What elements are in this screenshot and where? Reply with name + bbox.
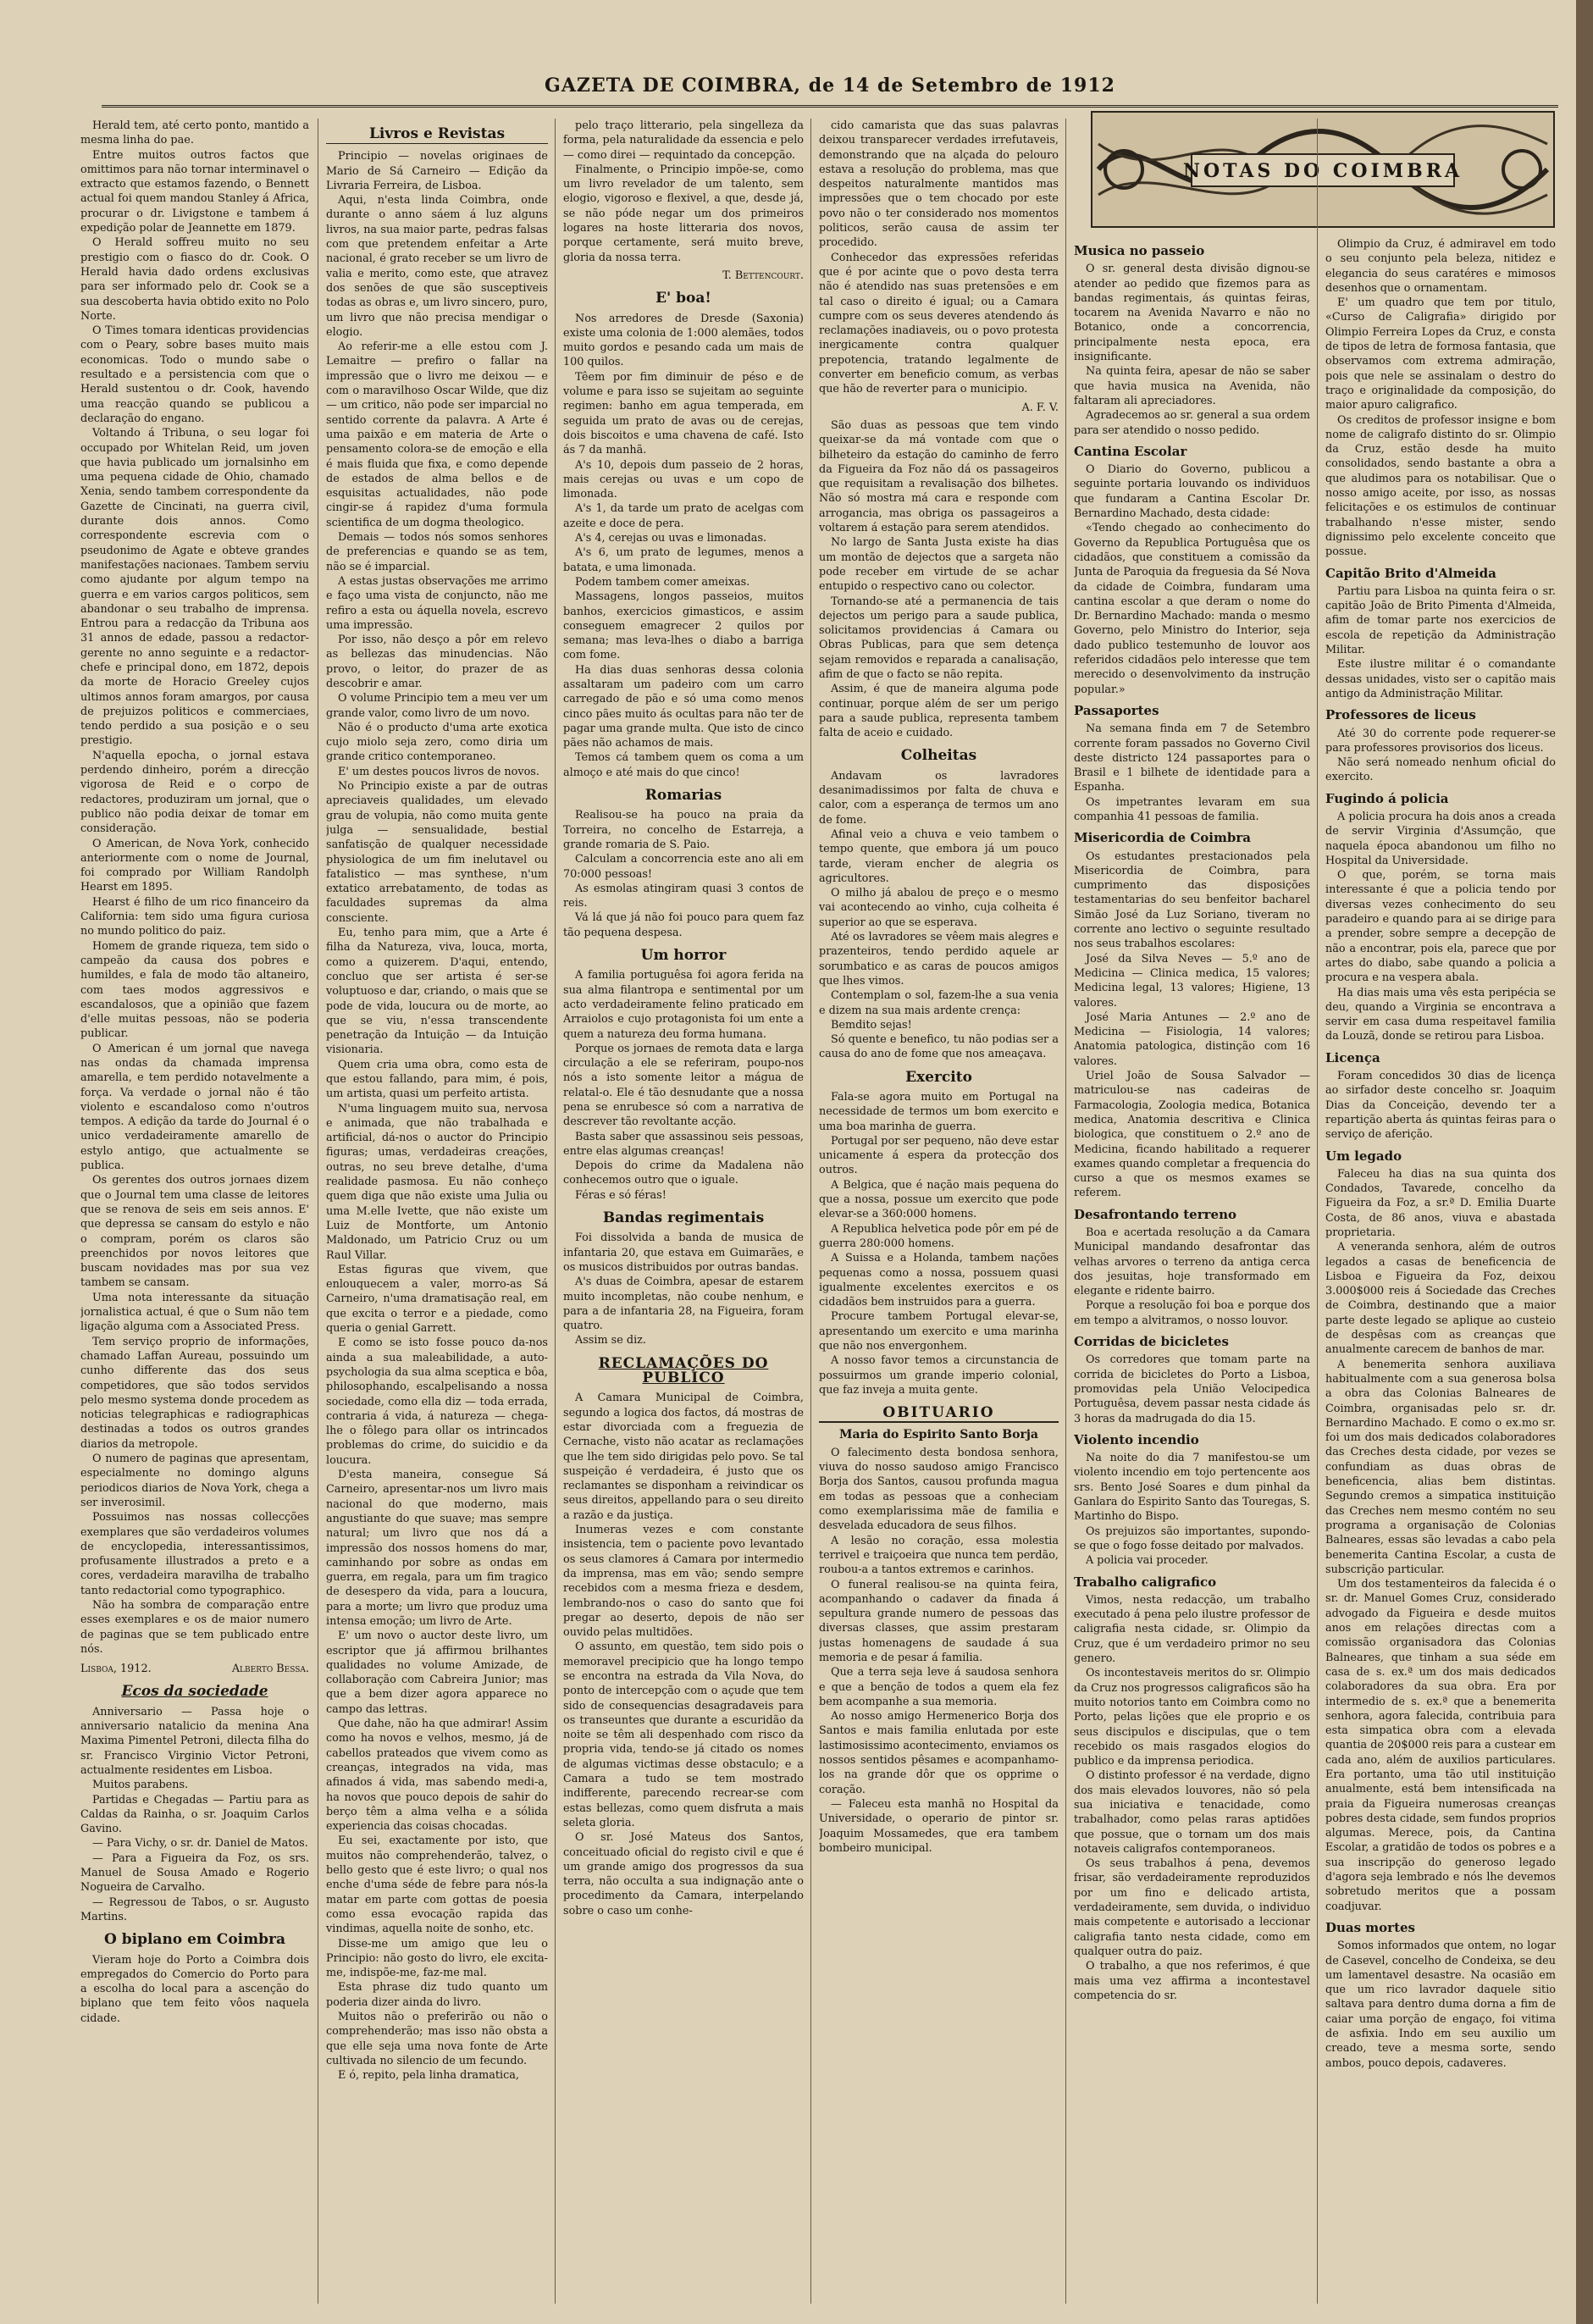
paragraph: O distinto professor é na verdade, digno dos mais elevados louvores, não só pela sua iniciativa e tenacidade, como trabalhador, como pelas raras aptidões que possue, que o tornam um dos mais notaveis caligrafos contemporaneos. [1074,1769,1310,1856]
paragraph: Foram concedidos 30 dias de licença ao sirfador deste concelho sr. Joaquim Dias da Conceição, devendo ter a repartição aberta ás quintas feiras para o serviço de aferição. [1325,1070,1556,1142]
paragraph: A lesão no coração, essa molestia terrivel e traiçoeira que nunca tem perdão, roubou-a a tantos extremos e carinhos. [819,1534,1059,1577]
heading-exercito: Exercito [905,1068,972,1086]
paragraph: Aqui, n'esta linda Coimbra, onde durante o anno sáem á luz alguns livros, na sua maior parte, pedras falsas com que pretendem enfeitar a Arte nacional, é grato receber se um livro de valia e merito, como este, que atravez dos senões de que são susceptiveis todas as obras e, um livro sincero, puro, um livro que não precisa mendigar o elogio. [326,194,548,339]
paragraph: Finalmente, o Principio impõe-se, como um livro revelador de um talento, sem elogio, vigoroso e flexivel, a que, desde já, se não póde negar um dos primeiros logares na hoste litteraria dos novos, porque certamente, será muito breve, gloria da nossa terra. [563,163,804,264]
column-4 [819,119,1059,2304]
paragraph: Disse-me um amigo que leu o Principio: não gosto do livro, ele excita-me, indispõe-me, faz-me mal. [326,1937,548,1980]
heading-um-legado: Um legado [1325,1148,1402,1164]
paragraph: Ao nosso amigo Hermenerico Borja dos Santos e mais familia enlutada por este lastimosissimo acontecimento, enviamos os nossos sentidos pêsames e acompanhamo-los na grande dôr que os opprime o coração. [819,1710,1059,1796]
paragraph: Vimos, nesta redacção, um trabalho executado á pena pelo ilustre professor de caligrafia nesta cidade, sr. Olimpio da Cruz, que é um verdadeiro primor no seu genero. [1074,1593,1310,1666]
column-6 [1325,237,1556,2304]
paragraph: O Times tomara identicas providencias com o Peary, sobre bases muito mais economicas. Todo o mundo sabe o resultado e a persistencia com que o Herald sustentou o dr. Cook, havendo uma reacção quando se publicou a declaração do engano. [80,324,309,425]
paragraph: Tem serviço proprio de informações, chamado Laffan Aureau, possuindo um cunho differente das dos seus competidores, que são todos servidos pelo mesmo systema donde procedem as noticias telegraphicas e radiographicas destinadas a todos os outros grandes diarios da metropole. [80,1335,309,1451]
heading-licenca: Licença [1325,1049,1380,1065]
heading-desafrontando-terreno: Desafrontando terreno [1074,1206,1236,1222]
paragraph: Inumeras vezes e com constante insistencia, tem o paciente povo levantado os seus clamores á Camara por intermedio da imprensa, mas em vão; sendo sempre recebidos com a mesma frieza e desdem, lembrando-nos o caso do santo que foi pregar ao deserto, depois de não ser ouvido pelas multidões. [563,1524,804,1640]
heading-duas-mortes: Duas mortes [1325,1919,1415,1935]
paragraph: Na quinta feira, apesar de não se saber que havia musica na Avenida, não faltaram ali apreciadores. [1074,365,1310,407]
paragraph: Os corredores que tomam parte na corrida de bicicletes do Porto a Lisboa, promovidas pela União Velocipedica Portuguêsa, devem passar nesta cidade ás 3 horas da madrugada do dia 15. [1074,1353,1310,1425]
paragraph: Somos informados que ontem, no logar de Casevel, concelho de Condeixa, se deu um lamentavel desastre. Na ocasião em que um rico lavrador daquele sitio saltava para dentro duma dorna a fim de caiar uma porção de engaço, foi vitima de asfixia. Indo em seu auxilio um creado, teve a mesma sorte, sendo ambos, pouco depois, cadaveres. [1325,1939,1556,2070]
paragraph: Os incontestaveis meritos do sr. Olimpio da Cruz nos progressos caligraficos são ha muito notorios tanto em Coimbra como no Porto, pelas lições que ele proprio e os seus discipulos e discipulas, que o tem recebido os mais rasgados elogios do publico e da imprensa periodica. [1074,1667,1310,1768]
heading-colheitas: Colheitas [900,747,977,765]
masthead [102,71,1558,108]
paragraph: Estas figuras que vivem, que enlouquecem a valer, morro-as Sá Carneiro, n'uma dramatisação real, em que excita o terror e a piedade, como queria o genial Garrett. [326,1263,548,1336]
paragraph: Demais — todos nós somos senhores de preferencias e quando se as tem, não se é imparcial. [326,531,548,573]
paragraph: N'uma linguagem muito sua, nervosa e animada, que não trabalhada e artificial, dá-nos o auctor do Principio figuras; umas, verdadeiras creações, outras, no seu breve detalhe, d'uma realidade pasmosa. Eu não conheço quem diga que não existe uma Julia ou uma M.elle Ivette, que não existe um Luiz de Montforte, um Antonio Maldonado, um Patricio Cruz ou um Raul Villar. [326,1102,548,1262]
ornament-label: NOTAS DO COIMBRA [1182,160,1463,182]
paragraph: Um dos testamenteiros da falecida é o sr. dr. Manuel Gomes Cruz, considerado advogado da Figueira e desde muitos anos em relações directas com a comissão organisadora das Colonias Balneares, que tinham a sua séde em casa de s. ex.ª um dos mais dedicados colaboradores da sua obra. Era por intermedio de s. ex.ª que a benemerita senhora, agora falecida, contribuia para esta simpatica obra com a elevada quantia de 20$000 reis para a custear em cada ano, além de auxilios particulares. Era portanto, uma tão util instituição anualmente, está bem intensificada na praia da Figueira numerosas creanças pobres desta cidade, sem fundos proprios algumas. Merece, pois, da Cantina Escolar, a gratidão de todos os pobres e a sua inscripção do generoso legado d'agora seja lembrado e nós lhe devemos sobretudo meritos que a possam coadjuvar. [1325,1578,1556,1913]
paragraph: Quem cria uma obra, como esta de que estou fallando, para mim, é pois, um artista, quasi um perfeito artista. [326,1058,548,1101]
paragraph: O milho já abalou de preço e o mesmo vai acontecendo ao vinho, cuja colheita é superior ao que se esperava. [819,887,1059,929]
paragraph: «Tendo chegado ao conhecimento do Governo da Republica Portuguêsa que os cidadãos, que constituem a comissão da Junta de Paroquia da freguesia da Sé Nova da cidade de Coimbra, fundaram uma cantina escolar a que deram o nome do Dr. Bernardino Machado: manda o mesmo Governo, pelo Ministro do Interior, seja dado publico testemunho de louvor aos referidos cidadãos pelo interesse que tem merecido o desenvolvimento da instrução popular.» [1074,522,1310,696]
paragraph: A's 4, cerejas ou uvas e limonadas. [575,532,767,545]
paragraph: Afinal veio a chuva e veio tambem o tempo quente, que embora já um pouco tarde, vieram encher de alegria os agricultores. [819,827,1059,885]
paragraph: D'esta maneira, consegue Sá Carneiro, apresentar-nos um livro mais nacional do que moderno, mais angustiante do que suave; mas sempre natural; um livro que nos dá a impressão dos nossos homens do mar, caminhando por sobre as ondas em guerra, em regala, para um fim tragico de desespero da vida, para a loucura, para a morte; um livro que produz uma intensa emoção; um livro de Arte. [326,1469,548,1628]
paragraph: Calculam a concorrencia este ano ali em 70:000 pessoas! [563,853,804,881]
paragraph: E' um destes poucos livros de novos. [338,765,539,778]
paragraph: São duas as pessoas que tem vindo queixar-se da má vontade com que o bilheteiro da estação do caminho de ferro da Figueira da Foz não dá os passageiros que requisitam a revalisação dos bilhetes. Não só mostra má cara e responde com arrogancia, mas obriga os passageiros a voltarem á estação para serem atendidos. [819,418,1059,535]
paragraph: A policia vai proceder. [1086,1554,1209,1568]
heading-violento-incendio: Violento incendio [1074,1431,1199,1447]
paragraph: O sr. general desta divisão dignou-se atender ao pedido que fizemos para as bandas regimentais, ás quintas feiras, tocarem na Avenida Navarro e não no Botanico, onde a concorrencia, principalmente nesta epoca, era insignificante. [1074,263,1310,364]
paragraph: No Principio existe a par de outras apreciaveis qualidades, um elevado grau de volupia, não como muita gente julga — sensualidade, bestial sanfatisção de qualquer necessidade physiologica de um fim inelutavel ou fatalistico — mas synthese, n'um extatico arrebatamento, de todas as faculdades supremas da alma consciente. [326,780,548,925]
paragraph: O falecimento desta bondosa senhora, viuva do nosso saudoso amigo Francisco Borja dos Santos, causou profunda magua em todas as pessoas que a conheciam como exemplarissima mãe de familia e desvelada educadora de seus filhos. [819,1446,1059,1533]
column-rule [1065,119,1066,2304]
paragraph: Boa e acertada resolução a da Camara Municipal mandando desafrontar das velhas arvores o terreno da antiga cerca dos jesuitas, hoje transformado em elegante e ridente bairro. [1074,1226,1310,1298]
paragraph: O trabalho, a que nos referimos, é que mais uma vez affirma a incontestavel competencia do sr. [1074,1960,1310,2002]
column-3 [563,119,804,2304]
paragraph: Massagens, longos passeios, muitos banhos, exercicios gimasticos, e assim conseguem emagrecer 2 quilos por semana; mas leva-lhes o diabo a barriga com fome. [563,590,804,662]
paragraph: Não ha sombra de comparação entre esses exemplares e os de maior numero de paginas que se tem publicado entre nós. [80,1598,309,1656]
paragraph: A nosso favor temos a circunstancia de possuirmos um grande imperio colonial, que faz inveja a muita gente. [819,1354,1059,1397]
paragraph: Ao referir-me a elle estou com J. Lemaitre — prefiro o fallar na impressão que o livro me deixou — e com o maravilhoso Oscar Wilde, que diz — um critico, não pode ser imparcial no sentido corrente da palavra. A Arte é uma paixão e em materia de Arte o pensamento colora-se de emoção e ella é mais fluida que fixa, e como depende de estados de alma bellos e de esquisitas actualidades, não pode cingir-se á rapidez d'uma formula scientifica de um dogma theologico. [326,340,548,529]
paragraph: Fala-se agora muito em Portugal na necessidade de termos um bom exercito e uma boa marinha de guerra. [819,1091,1059,1133]
paragraph: Possuimos nas nossas collecções exemplares que são verdadeiros volumes de encyclopedia, interessantissimos, profusamente illustrados a preto e a cores, verdadeira maravilha de trabalho tanto redactorial como typographico. [80,1511,309,1597]
heading-professores-liceus: Professores de liceus [1325,707,1476,723]
paragraph: Este ilustre militar é o comandante dessas unidades, visto ser o capitão mais antigo da Administração Militar. [1325,658,1556,700]
paragraph: Féras e só féras! [575,1188,667,1202]
paragraph: A's 1, da tarde um prato de acelgas com azeite e doce de pera. [563,502,804,530]
paragraph: Porque os jornaes de remota data e larga circulação a ele se referiram, poupo-nos nós a isto somente leitor a mágua de relatal-o. Ele é tão desnudante que a nossa pena se enrubesce só com a narrativa de descrever tão revoltante acção. [563,1042,804,1129]
column-2 [326,119,548,2304]
paragraph: Hearst é filho de um rico financeiro da California: tem sido uma figura curiosa no mundo politico do paiz. [80,895,309,938]
paragraph: A's 6, um prato de legumes, menos a batata, e uma limonada. [563,546,804,574]
paragraph: A's 10, depois dum passeio de 2 horas, mais cerejas ou uvas e um copo de limonada. [563,458,804,501]
paragraph: — Para Vichy, o sr. dr. Daniel de Matos. [92,1837,308,1851]
paragraph: A's duas de Coimbra, apesar de estarem muito incompletas, não coube nenhum, e para a de infantaria 28, na Figueira, foram quatro. [563,1275,804,1333]
paragraph: E' um quadro que tem por titulo, «Curso de Caligrafia» dirigido por Olimpio Ferreira Lopes da Cruz, e consta de tipos de letra de formosa fantasia, que observamos com extrema admiração, pois que nele se assinalam o destro do traço e originalidade da composição, do maior apuro caligrafico. [1325,296,1556,412]
paragraph: Os creditos de professor insigne e bom nome de caligrafo distinto do sr. Olimpio da Cruz, estão desde ha muito consolidados, sendo bastante a obra a que aludimos para os notabilisar. Que o nosso amigo aceite, por isso, as nossas felicitações e os estimulos de continuar trabalhando n'esse mister, sendo dignissimo pelo excelente conceito que possue. [1325,413,1556,559]
paragraph: Tornando-se até a permanencia de tais dejectos um perigo para a saude publica, solicitamos providencias á Camara ou Obras Publicas, para que sem detença sejam removidos e reparada a canalisação, afim de que o facto se não repita. [819,595,1059,681]
paragraph: A veneranda senhora, além de outros legados a casas de beneficencia de Lisboa e Figueira da Foz, deixou 3.000$000 reis á Sociedade das Creches de Coimbra, destinando que a maior parte deste legado se aplique ao custeio de despêsas com as creanças que anualmente carecem de banhos de mar. [1325,1241,1556,1357]
paragraph: Na noite do dia 7 manifestou-se um violento incendio em tojo pertencente aos srs. Bento José Soares e dum pinhal da Ganlara do Espirito Santo das Touregas, S. Martinho do Bispo. [1074,1452,1310,1524]
paragraph: Voltando á Tribuna, o seu logar foi occupado por Whitelan Reid, um joven que havia publicado um jornalsinho em uma pequena cidade de Ohio, chamado Xenia, sendo tambem correspondente da Gazette de Cincinati, na guerra civil, durante dois annos. Como correspondente escrevia com o pseudonimo de Agate e obteve grandes manifestações nacionaes. Tambem serviu como ajudante por algum tempo na guerra e em varios cargos politicos, sem abandonar o seu trabalho de imprensa. Entrou para a redacção da Tribuna aos 31 annos de edade, passou a redactor-gerente no anno seguinte e a redactor-chefe e principal dono, em 1872, depois da morte de Horacio Greeley cujos ultimos annos foram amargos, por causa de prejuizos politicos e commerciaes, tendo perdido a sua posição e o seu prestigio. [80,427,309,748]
paragraph: Realisou-se ha pouco na praia da Torreira, no concelho de Estarreja, a grande romaria de S. Paio. [563,809,804,851]
paragraph: No largo de Santa Justa existe ha dias um montão de dejectos que a sargeta não pode receber em virtude de se achar entupido o respectivo cano ou colector. [819,536,1059,594]
paragraph: Uma nota interessante da situação jornalistica actual, é que o Sum não tem ligação alguma com a Associated Press. [80,1291,309,1334]
paragraph: O American, de Nova York, conhecido anteriormente com o nome de Journal, foi comprado por William Randolph Hearst em 1895. [80,837,309,894]
paragraph: Ha dias duas senhoras dessa colonia assaltaram um padeiro com um carro carregado de pão e só uma como menos cinco pães muito ás ocultas para não ter de pagar uma grande multa. Que isto de cinco pães não achamos de mais. [563,663,804,750]
paragraph: E' um novo o auctor deste livro, um escriptor que já affirmou brilhantes qualidades no volume Amizade, de collaboração com Cabreira Junior; mas que a bem dizer agora apparece no campo das lettras. [326,1630,548,1716]
paragraph: Anniversario — Passa hoje o anniversario natalicio da menina Ana Maxima Pimentel Petroni, dilecta filha do sr. Francisco Virginio Victor Petroni, actualmente residentes em Lisboa. [80,1705,309,1777]
paragraph: Faleceu ha dias na sua quinta dos Condados, Tavarede, concelho da Figueira da Foz, a sr.ª D. Emilia Duarte Costa, de 86 anos, viuva e abastada proprietaria. [1325,1167,1556,1239]
paragraph: Entre muitos outros factos que omittimos para não tornar interminavel o extracto que estamos fazendo, o Bennett actual foi quem mandou Stanley á Africa, procurar o dr. Livigstone e tambem á expedição polar de Jeannette em 1879. [80,148,309,235]
paragraph: Por isso, não desço a pôr em relevo as bellezas das minudencias. Não provo, o leitor, do prazer de as descobrir e amar. [326,634,548,690]
heading-corridas-bicicletes: Corridas de bicicletes [1074,1334,1229,1350]
paragraph: Ha dias mais uma vês esta peripécia se deu, quando a Virginia se encontrava a servir em casa duma respeitavel familia da Louzã, donde se retirou para Lisboa. [1325,986,1556,1043]
paragraph: Herald tem, até certo ponto, mantido a mesma linha do pae. [80,119,309,147]
paragraph: cido camarista que das suas palavras deixou transparecer verdades irrefutaveis, demonstrando que na alçada do pelouro estava a resolução do problema, mas que despeitos naturalmente mantidos mas impressões que o tem chocado por este povo não o ter considerado nos momentos politicos, serão causa de assim ter procedido. [819,119,1059,250]
signature-date: Lisboa, 1912. [80,1663,152,1676]
paragraph: José da Silva Neves — 5.º ano de Medicina — Clinica medica, 15 valores; Medicina legal, 13 valores; Higiene, 13 valores. [1074,952,1310,1010]
paragraph: O funeral realisou-se na quinta feira, acompanhando o cadaver da finada á sepultura grande numero de pessoas das diversas classes, que assim prestaram justas homenagens de saudade á sua memoria e de pesar á familia. [819,1578,1059,1664]
paragraph: Só quente e benefico, tu não podias ser a causa do ano de fome que nos ameaçava. [819,1033,1059,1061]
paragraph: Na semana finda em 7 de Setembro corrente foram passados no Governo Civil deste districto 124 passaportes para o Brasil e 1 bilhete de identidade para a Espanha. [1074,722,1310,794]
paragraph: A Belgica, que é nação mais pequena do que a nossa, possue um exercito que pode elevar-se a 360:000 homens. [819,1178,1059,1221]
paragraph: — Faleceu esta manhã no Hospital da Universidade, o operario de pintor sr. Joaquim Mossamedes, que era tambem bombeiro municipal. [819,1797,1059,1855]
paragraph: Basta saber que assassinou seis pessoas, entre elas algumas creanças! [563,1130,804,1158]
paragraph: Têem por fim diminuir de péso e de volume e para isso se sujeitam ao seguinte regimen: banho em agua temperada, em seguida um prato de avas ou de cerejas, dois biscoitos e uma chavena de café. Isto ás 7 da manhã. [563,370,804,457]
column-1 [80,119,309,2304]
paragraph: O numero de paginas que apresentam, especialmente no domingo alguns periodicos diarios de Nova York, chega a ser inverosimil. [80,1452,309,1509]
paragraph: Que a terra seja leve á saudosa senhora e que a benção de todos a quem ela fez bem acompanhe a sua memoria. [819,1666,1059,1708]
paragraph: A estas justas observações me arrimo e faço uma vista de conjuncto, não me refiro a esta ou áquella novela, escrevo uma impressão. [326,574,548,632]
section-title-ecos: Ecos da sociedade [121,1683,268,1701]
paragraph: Podem tambem comer ameixas. [575,575,750,589]
paragraph: Os estudantes prestacionados pela Misericordia de Coimbra, para cumprimento das disposições testamentarias do seu benfeitor bacharel Simão José da Luz Soriano, tiveram no corrente ano lectivo o seguinte resultado nos seus trabalhos escolares: [1074,849,1310,951]
heading-fugindo-policia: Fugindo á policia [1325,790,1449,806]
heading-capitao-brito: Capitão Brito d'Almeida [1325,565,1496,581]
paragraph: E como se isto fosse pouco da-nos ainda a sua maleabilidade, a auto-psychologia da sua alma sceptica e bôa, philosophando, escalpelisando a nossa sociedade, como ella diz — toda errada, contraria á vida, á natureza — chega-lhe o fôlego para ollar os intrincados problemas do crime, do suicidio e da loucura. [326,1336,548,1467]
paragraph: Foi dissolvida a banda de musica de infantaria 20, que estava em Guimarães, e os musicos distribuidos por outras bandas. [563,1231,804,1274]
paragraph: A Camara Municipal de Coimbra, segundo a logica dos factos, dá mostras de estar divorciada com a freguezia de Cernache, visto não acatar as reclamações que lhe tem sido dirigidas pelo povo. Se tal suspeição é verdadeira, é justo que os reclamantes se disponham a reivindicar os seus direitos, appellando para o seu direito a razão e da justiça. [563,1392,804,1522]
paragraph: Principio — novelas originaes de Mario de Sá Carneiro — Edição da Livraria Ferreira, de Lisboa. [326,150,548,192]
paragraph: Até os lavradores se vêem mais alegres e prazenteiros, tendo perdido aquele ar sorumbatico e as caras de poucos amigos que lhes vimos. [819,931,1059,988]
paragraph: O que, porém, se torna mais interessante é que a policia tendo por diversas vezes conhecimento do seu paradeiro e quando para ai se dirige para a prender, sobre sempre a decepção de não a encontrar, pois ela, parece que por artes do diabo, sabe quando a policia a procura e na vespera abala. [1325,869,1556,985]
masthead-title: GAZETA DE COIMBRA, de 14 de Setembro de 1912 [545,75,1115,97]
paragraph: Os seus trabalhos á pena, devemos frisar, são verdadeiramente reproduzidos por um fino e delicado artista, verdadeiramente, sem duvida, o individuo mais competente e autorisado a leccionar caligrafia tanto nesta cidade, como em qualquer outra do paiz. [1074,1857,1310,1958]
paragraph: Uriel João de Sousa Salvador — matriculou-se nas cadeiras de Farmacologia, Zoologia medica, Botanica medica, Anatomia descritiva e Clinica biologica, que constituem o 2.º ano de Medicina, ficando habilitado a requerer exames quando completar a frequencia do curso a que os mesmos exames se referem. [1074,1070,1310,1200]
heading-misericordia: Misericordia de Coimbra [1074,830,1251,846]
paragraph: Os prejuizos são importantes, supondo-se que o fogo fosse deitado por malvados. [1074,1524,1310,1552]
heading-um-horror: Um horror [640,947,727,965]
heading-biplano: O biplano em Coimbra [104,1931,285,1949]
paragraph: Que dahe, não ha que admirar! Assim como ha novos e velhos, mesmo, já de cabellos prateados que vivem como as creanças, integrados na vida, mas afinados á vida, mas sabendo medi-a, ha novos que pouco depois de sahir do berço têm a alma velha e a sólida experiencia das coisas chocadas. [326,1718,548,1834]
paragraph: — Para a Figueira da Foz, os srs. Manuel de Sousa Amado e Rogerio Nogueira de Carvalho. [80,1851,309,1895]
paragraph: Contemplam o sol, fazem-lhe a sua venia e dizem na sua mais ardente crença: [819,989,1059,1017]
paragraph: Porque a resolução foi boa e porque dos em tempo a alvitramos, o nosso louvor. [1074,1299,1310,1327]
paragraph: Eu, tenho para mim, que a Arte é filha da Natureza, viva, louca, morta, como a quizerem. D'aqui, entendo, concluo que ser artista é ser-se voluptuoso e dar, criando, o mais que se pode de vida, loucura ou de morte, ao que se viu, n'essa transcendente penetração da Intuição — da Intuição visionaria. [326,927,548,1057]
paragraph: Temos cá tambem quem os coma a um almoço e até mais do que cinco! [563,751,804,779]
paragraph: O American é um jornal que navega nas ondas da chamada imprensa amarella, e tem perdido notavelmente a força. Va verdade o jornal não é tão violento e escandaloso como n'outros tempos. A edição da tarde do Journal é o unico verdadeiramente amarello de estylo antigo, que actualmente se publica. [80,1042,309,1173]
signature-line [80,1662,309,1676]
paragraph: O sr. José Mateus dos Santos, conceituado oficial do registo civil e que é um grande amigo dos progressos da sua terra, não occulta a sua indignação ante o procedimento da Camara, interpelando sobre o caso um conhe- [563,1831,804,1917]
signature: A. F. V. [1021,401,1059,414]
column-rule [1317,119,1318,2304]
ornamental-header-banner [1090,110,1556,229]
column-5 [1074,237,1310,2304]
paragraph: Olimpio da Cruz, é admiravel em todo o seu conjunto pela beleza, nitidez e elegancia do seus caratéres e mimosos desenhos que o ornamentam. [1325,238,1556,295]
paragraph: O volume Principio tem a meu ver um grande valor, como livro de um novo. [326,692,548,720]
section-title-obituario: OBITUARIO [819,1406,1059,1422]
paragraph: Agradecemos ao sr. general a sua ordem para ser atendido o nosso pedido. [1074,409,1310,437]
paragraph: Vieram hoje do Porto a Coimbra dois empregados do Comercio do Porto para a escolha do local para a ascenção do biplano que tem feito vôos naquela cidade. [80,1953,309,2025]
paragraph: Muitos não o preferirão ou não o comprehenderão; mas isso não obsta a que elle seja uma nova fonte de Arte cultivada no silencio de um fecundo. [326,2011,548,2067]
paragraph: Nos arredores de Dresde (Saxonia) existe uma colonia de 1:000 alemães, todos muito gordos e pesando cada um mais de 100 quilos. [563,312,804,369]
paragraph: Vá lá que já não foi pouco para quem faz tão pequena despesa. [563,911,804,939]
paragraph: Bemdito sejas! [831,1018,912,1032]
heading-bandas-regimentais: Bandas regimentais [602,1209,765,1227]
paragraph: Assim se diz. [575,1334,646,1347]
section-title-livros: Livros e Revistas [326,127,548,144]
paragraph: Depois do crime da Madalena não conhecemos outro que o iguale. [563,1159,804,1187]
heading-e-boa: E' boa! [655,290,711,307]
paragraph: Conhecedor das expressões referidas que é por acinte que o povo desta terra não é atendido nas suas pretensões e em tal caso o direito é igual; ou a Camara cumpre com os seus deveres atendendo ás reclamações inadiaveis, ou o povo protesta inergicamente contra qualquer prepotencia, tratando legalmente de converter em beneficio comum, as verbas que hão de reverter para o municipio. [819,251,1059,396]
paragraph: Procure tambem Portugal elevar-se, apresentando um exercito e uma marinha que não nos envergonhem. [819,1310,1059,1353]
paragraph: — Regressou de Tabos, o sr. Augusto Martins. [80,1895,309,1923]
heading-cantina-escolar: Cantina Escolar [1074,443,1187,459]
paragraph: A familia portuguêsa foi agora ferida na sua alma filantropa e sentimental por um acto verdadeiramente felino praticado em Arraiolos e cujo protagonista foi um ente a quem a natureza deu forma humana. [563,969,804,1041]
paragraph: As esmolas atingiram quasi 3 contos de reis. [563,882,804,910]
paragraph: Não é o producto d'uma arte exotica cujo miolo seja zero, como diria um grande critico contemporaneo. [326,721,548,764]
paragraph: pelo traço litterario, pela singelleza da forma, pela naturalidade da essencia e pelo — como direi — requintado da concepção. [563,119,804,162]
paragraph: Eu sei, exactamente por isto, que muitos não comprehenderão, talvez, o bello gesto que é este livro; o qual nos enche d'uma séde de febre para nós-la matar em parte com gottas de poesia como essa evocação rapida das vindimas, aquella noite de sonho, etc. [326,1834,548,1936]
paragraph: Os gerentes dos outros jornaes dizem que o Journal tem uma classe de leitores que se renova de seis em seis annos. E' que depressa se cansam do estylo e não o compram, porém os claros são preenchidos por novos leitores que buscam novidades mas por sua vez tambem se cansam. [80,1174,309,1290]
paragraph: O Herald soffreu muito no seu prestigio com o fiasco do dr. Cook. O Herald havia dado ordens exclusivas para ser informado pelo dr. Cook se a sua descoberta havia obtido exito no Polo Norte. [80,236,309,323]
paragraph: Partiu para Lisboa na quinta feira o sr. capitão João de Brito Pimenta d'Almeida, afim de tomar parte nos exercicios de escola de repetição da Administração Militar. [1325,584,1556,657]
heading-trabalho-caligrafico: Trabalho caligrafico [1074,1574,1217,1590]
signature: T. Bettencourt. [722,268,804,282]
paragraph: N'aquella epocha, o jornal estava perdendo dinheiro, porém a direcção vigorosa de Reid e o corpo de redactores, produziram um jornal, que o publico não podia deixar de tomar em consideração. [80,749,309,836]
paragraph: O Diario do Governo, publicou a seguinte portaria louvando os individuos que fundaram a Cantina Escolar Dr. Bernardino Machado, desta cidade: [1074,463,1310,521]
column-rule [810,119,811,2304]
paragraph: Esta phrase diz tudo quanto um poderia dizer ainda do livro. [326,1981,548,2009]
heading-musica-no-passeio: Musica no passeio [1074,243,1205,258]
paragraph: E ó, repito, pela linha dramatica, [338,2069,519,2083]
paragraph: A Republica helvetica pode pôr em pé de guerra 280:000 homens. [819,1222,1059,1250]
paragraph: A policia procura ha dois anos a creada de servir Virginia d'Assumção, que naquela época abandonou um filho no Hospital da Universidade. [1325,810,1556,867]
paragraph: A Suissa e a Holanda, tambem nações pequenas como a nossa, possuem quasi igualmente excelentes exercitos e os cidadãos bem instruidos para a guerra. [819,1252,1059,1309]
column-rule [555,119,556,2304]
paragraph: Os impetrantes levaram em sua companhia 41 pessoas de familia. [1074,795,1310,823]
paragraph: Até 30 do corrente pode requerer-se para professores provisorios dos liceus. [1325,727,1556,755]
paragraph: A benemerita senhora auxiliava habitualmente com a sua generosa bolsa a obra das Colonias Balneares de Coimbra, organisadas pelo sr. dr. Bernardino Machado. E como o ex.mo sr. foi um dos mais dedicados colaboradores das Creches desta cidade, por vezes se confundiam as duas obras de beneficencia, alias bem distintas. Segundo cremos a simpatica instituição das Creches nem mesmo contém no seu programa a organisação de Colonias Balneares, essas são levadas a cabo pela benemerita Cantina Escolar, a custa de subscrição particular. [1325,1358,1556,1576]
paragraph: Homem de grande riqueza, tem sido o campeão da causa dos pobres e humildes, e fala de modo tão altaneiro, com taes modos aggressivos e escandalosos, que a opinião que fazem d'elle muitas pessoas, não se poderia publicar. [80,939,309,1041]
obituary-subtitle: Maria do Espirito Santo Borja [839,1427,1038,1441]
heading-romarias: Romarias [644,787,722,805]
section-title-reclamacoes: RECLAMAÇÕES DO PUBLICO [598,1354,769,1387]
paragraph: Muitos parabens. [92,1779,189,1792]
page-edge-shadow [1576,0,1593,2324]
paragraph: Não será nomeado nenhum oficial do exercito. [1325,756,1556,784]
paragraph: José Maria Antunes — 2.º ano de Medicina — Fisiologia, 14 valores; Anatomia patologica, distinção com 16 valores. [1074,1010,1310,1068]
paragraph: Assim, é que de maneira alguma pode continuar, porque além de ser um perigo para a saude publica, representa tambem falta de aceio e cuidado. [819,683,1059,740]
signature-author: Alberto Bessa. [231,1663,309,1676]
paragraph: Partidas e Chegadas — Partiu para as Caldas da Rainha, o sr. Joaquim Carlos Gavino. [80,1793,309,1836]
paragraph: Portugal por ser pequeno, não deve estar unicamente á espera da protecção dos outros. [819,1134,1059,1177]
paragraph: Andavam os lavradores desanimadissimos por falta de chuva e calor, com a esperança de termos um ano de fome. [819,769,1059,827]
heading-passaportes: Passaportes [1074,702,1159,718]
paragraph: O assunto, em questão, tem sido pois o memoravel precipicio que ha longo tempo se encontra na estrada da Vila Nova, do ponto de intercepção com o açude que tem sido de consequencias desagradaveis para os transeuntes que durante a escuridão da noite se têm ali despenhado com risco da propria vida, tendo-se já citado os nomes de algumas victimas desse obstaculo; e a Camara a tudo se tem mostrado indifferente, parecendo recrear-se com estas bellezas, como quem disfruta a mais seleta gloria. [563,1641,804,1829]
